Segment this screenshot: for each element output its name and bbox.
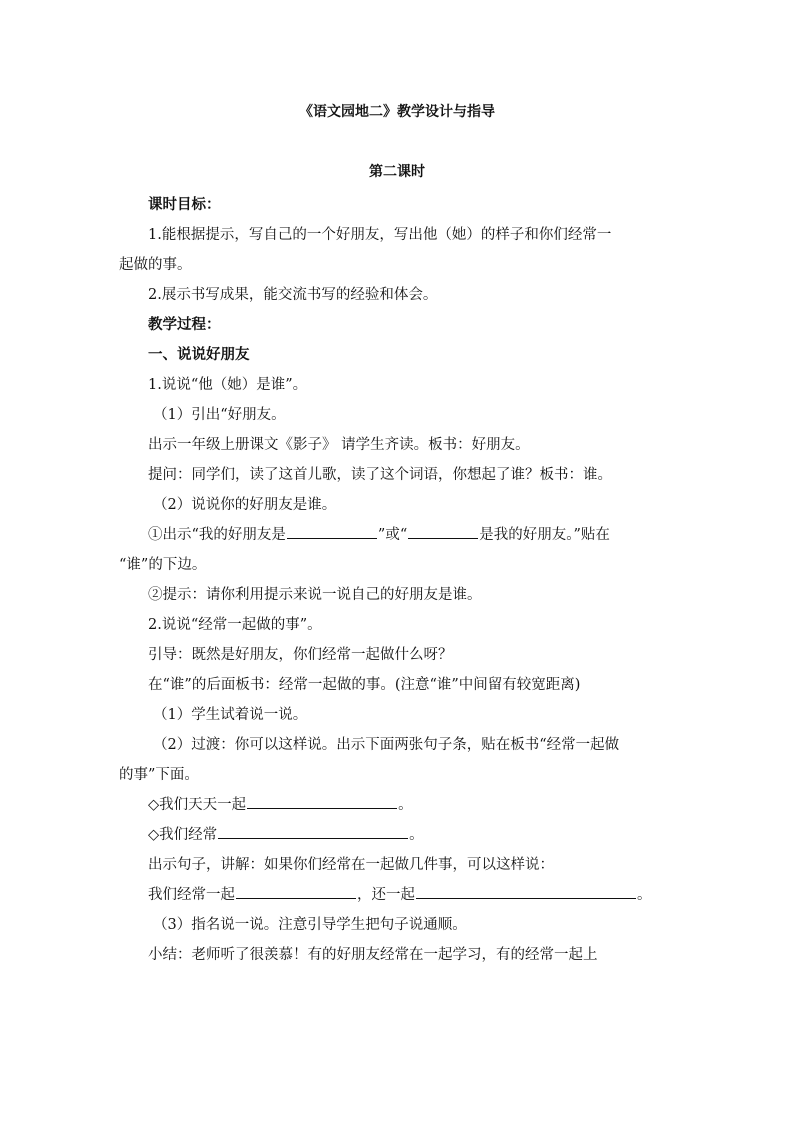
document-title: 《语文园地二》教学设计与指导	[299, 104, 495, 120]
process-heading: 教学过程：	[148, 317, 221, 333]
step-2-guide: 引导：既然是好朋友，你们经常一起做什么呀？	[148, 647, 453, 663]
step-1-2-b: ②提示：请你利用提示来说一说自己的好朋友是谁。	[148, 587, 482, 603]
sentence-2-suffix: 。	[409, 827, 424, 843]
step-2-2-line-1: （2）过渡：你可以这样说。出示下面两张句子条，贴在板书“经常一起做	[153, 737, 620, 753]
fill-blank	[287, 522, 377, 539]
section-1-heading: 一、说说好朋友	[148, 347, 250, 363]
sentence-3-suffix: 。	[637, 887, 652, 903]
goal-2: 2.展示书写成果，能交流书写的经验和体会。	[148, 287, 438, 303]
goals-heading: 课时目标：	[148, 197, 221, 213]
step-2-3: （3）指名说一说。注意引导学生把句子说通顺。	[153, 917, 467, 933]
goal-1-line-1: 1.能根据提示，写自己的一个好朋友，写出他（她）的样子和你们经常一	[148, 227, 612, 243]
step-1-2-a-line-1	[119, 520, 675, 550]
step-2: 2.说说“经常一起做的事”。	[148, 617, 322, 633]
step-1-1: （1）引出“好朋友。	[153, 407, 286, 423]
goal-1-line-2: 起做的事。	[119, 257, 192, 273]
sentence-1	[119, 790, 675, 820]
summary: 小结：老师听了很羡慕！有的好朋友经常在一起学习，有的经常一起上	[148, 947, 598, 963]
step-1-1-show: 出示一年级上册课文《影子》 请学生齐读。板书：好朋友。	[148, 437, 530, 453]
lesson-title: 第二课时	[369, 164, 425, 180]
sentence-1-suffix: 。	[398, 797, 413, 813]
step-1-2: （2）说说你的好朋友是谁。	[153, 497, 337, 513]
fill-blank	[416, 882, 636, 899]
sentence-3-prefix: 我们经常一起	[148, 887, 235, 903]
sentence-2	[119, 820, 675, 850]
step-2-1: （1）学生试着说一说。	[153, 707, 308, 723]
step-2-board: 在“谁”的后面板书：经常一起做的事。(注意“谁”中间留有较宽距离)	[148, 677, 581, 693]
step-1-2-a-line-2: “谁”的下边。	[119, 557, 207, 573]
step-1-2-a-part-3: 是我的好朋友。”贴在	[479, 527, 610, 543]
fill-blank	[236, 882, 356, 899]
sentence-2-prefix: ◇我们经常	[148, 827, 218, 843]
step-1: 1.说说“他（她）是谁”。	[148, 377, 308, 393]
document-body	[119, 190, 675, 970]
step-1-1-ask: 提问：同学们，读了这首儿歌，读了这个词语，你想起了谁？板书：谁。	[148, 467, 612, 483]
show-sentence: 出示句子，讲解：如果你们经常在一起做几件事，可以这样说：	[148, 857, 554, 873]
step-1-2-a-part-2: ”或“	[377, 527, 408, 543]
sentence-3	[119, 880, 675, 910]
step-1-2-a-part-1: ①出示“我的好朋友是	[148, 527, 286, 543]
step-2-2-line-2: 的事”下面。	[119, 767, 199, 783]
sentence-1-prefix: ◇我们天天一起	[148, 797, 247, 813]
fill-blank	[408, 522, 478, 539]
fill-blank	[218, 822, 408, 839]
fill-blank	[247, 792, 397, 809]
sentence-3-middle: ，还一起	[357, 887, 415, 903]
